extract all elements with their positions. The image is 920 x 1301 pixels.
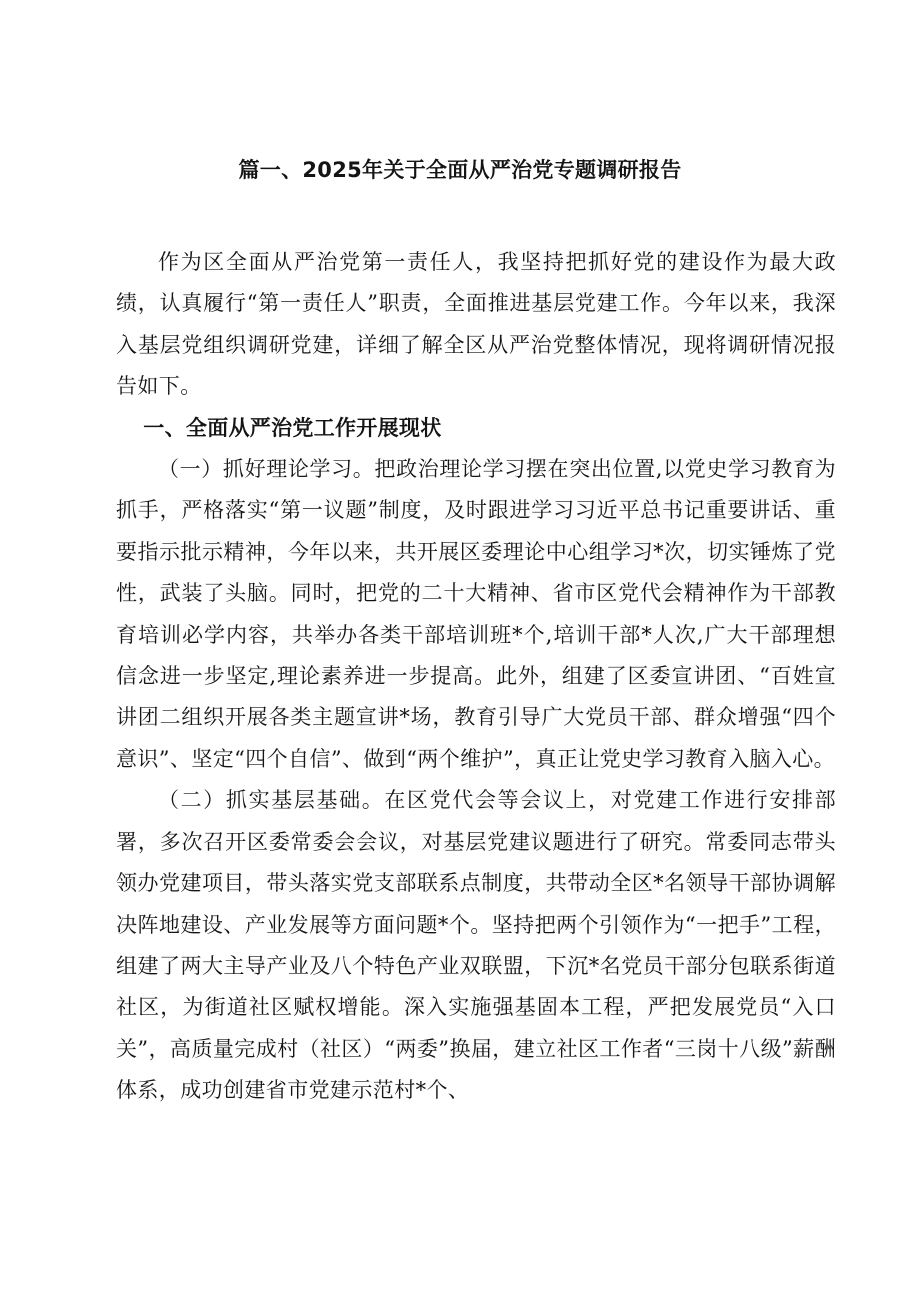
section-heading: 一、全面从严治党工作开展现状 xyxy=(143,415,442,440)
intro-paragraph: 作为区全面从严治党第一责任人，我坚持把抓好党的建设作为最大政绩，认真履行“第一责任人”职责，全面推进基层党建工作。今年以来，我深入基层党组织调研党建，详细了解全区从严治党整体情况，现将调研情况报告如下。 xyxy=(116,250,836,399)
document-title: 篇一、2025年关于全面从严治党专题调研报告 xyxy=(238,158,682,182)
theory-study-paragraph: （一）抓好理论学习。把政治理论学习摆在突出位置,以党史学习教育为抓手，严格落实“第一议题”制度，及时跟进学习习近平总书记重要讲话、重要指示批示精神，今年以来，共开展区委理论中心组学习*次，切实锤炼了党性，武装了头脑。同时，把党的二十大精神、省市区党代会精神作为干部教育培训必学内容，共举办各类干部培训班*个,培训干部*人次,广大干部理想信念进一步坚定,理论素养进一步提高。此外，组建了区委宣讲团、“百姓宣讲团二组织开展各类主题宣讲*场，教育引导广大党员干部、群众增强“四个意识”、坚定“四个自信”、做到“两个维护”，真正让党史学习教育入脑入心。 xyxy=(116,457,836,771)
document-body xyxy=(116,242,836,1112)
grassroots-paragraph: （二）抓实基层基础。在区党代会等会议上，对党建工作进行安排部署，多次召开区委常委会会议，对基层党建议题进行了研究。常委同志带头领办党建项目，带头落实党支部联系点制度，共带动全区*名领导干部协调解决阵地建设、产业发展等方面问题*个。坚持把两个引领作为“一把手”工程，组建了两大主导产业及八个特色产业双联盟，下沉*名党员干部分包联系街道社区，为街道社区赋权增能。深入实施强基固本工程，严把发展党员“入口关”，高质量完成村（社区）“两委”换届，建立社区工作者“三岗十八级”薪酬体系，成功创建省市党建示范村*个、 xyxy=(116,788,836,1103)
